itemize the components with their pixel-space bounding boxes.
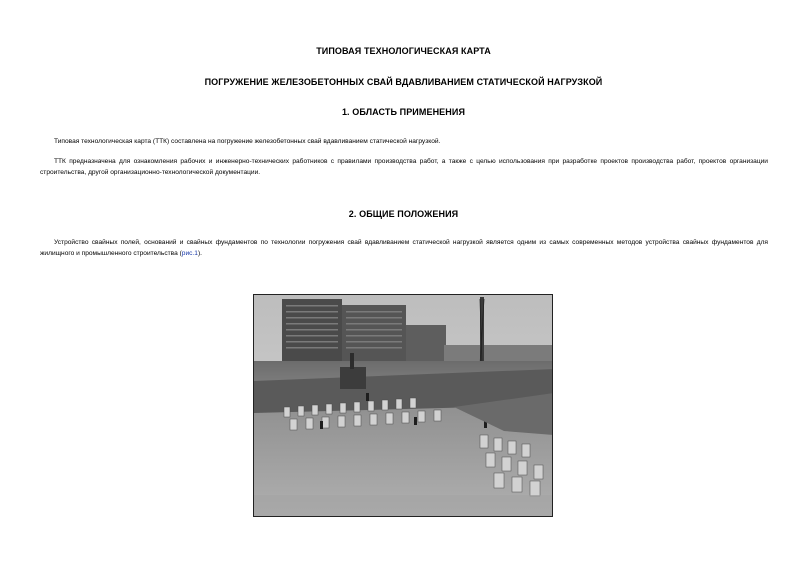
document-title: ТИПОВАЯ ТЕХНОЛОГИЧЕСКАЯ КАРТА: [316, 46, 491, 56]
section-1-heading: 1. ОБЛАСТЬ ПРИМЕНЕНИЯ: [341, 107, 466, 117]
construction-site-image: [254, 295, 553, 517]
section-2-heading: 2. ОБЩИЕ ПОЛОЖЕНИЯ: [348, 209, 459, 219]
section-2-paragraph-1: [40, 238, 768, 259]
paragraph-text: Устройство свайных полей, оснований и свайных фундаментов по технологии погружения свай вдавливанием статической нагрузкой является одним из самых современных методов устройства свайных фундаментов для жилищного и промышленного строительства (: [40, 239, 768, 257]
paragraph-text: Типовая технологическая карта (ТТК) составлена на погружение железобетонных свай вдавливанием статической нагрузкой.: [54, 138, 441, 145]
figure-1-photo: [253, 294, 553, 517]
paragraph-end: ).: [197, 249, 202, 257]
section-1-paragraph-2: [40, 157, 768, 178]
section-1-paragraph-1: [40, 137, 768, 148]
paragraph-text: ТТК предназначена для ознакомления рабочих и инженерно-технических работников с правилами производства работ, а также с целью использования при разработке проектов производства работ, проектов организации строительства, другой организационно-технологической документации.: [40, 158, 768, 176]
figure-1-link[interactable]: рис.1: [181, 249, 198, 257]
document-subtitle: ПОГРУЖЕНИЕ ЖЕЛЕЗОБЕТОННЫХ СВАЙ ВДАВЛИВАНИЕМ СТАТИЧЕСКОЙ НАГРУЗКОЙ: [204, 77, 603, 87]
